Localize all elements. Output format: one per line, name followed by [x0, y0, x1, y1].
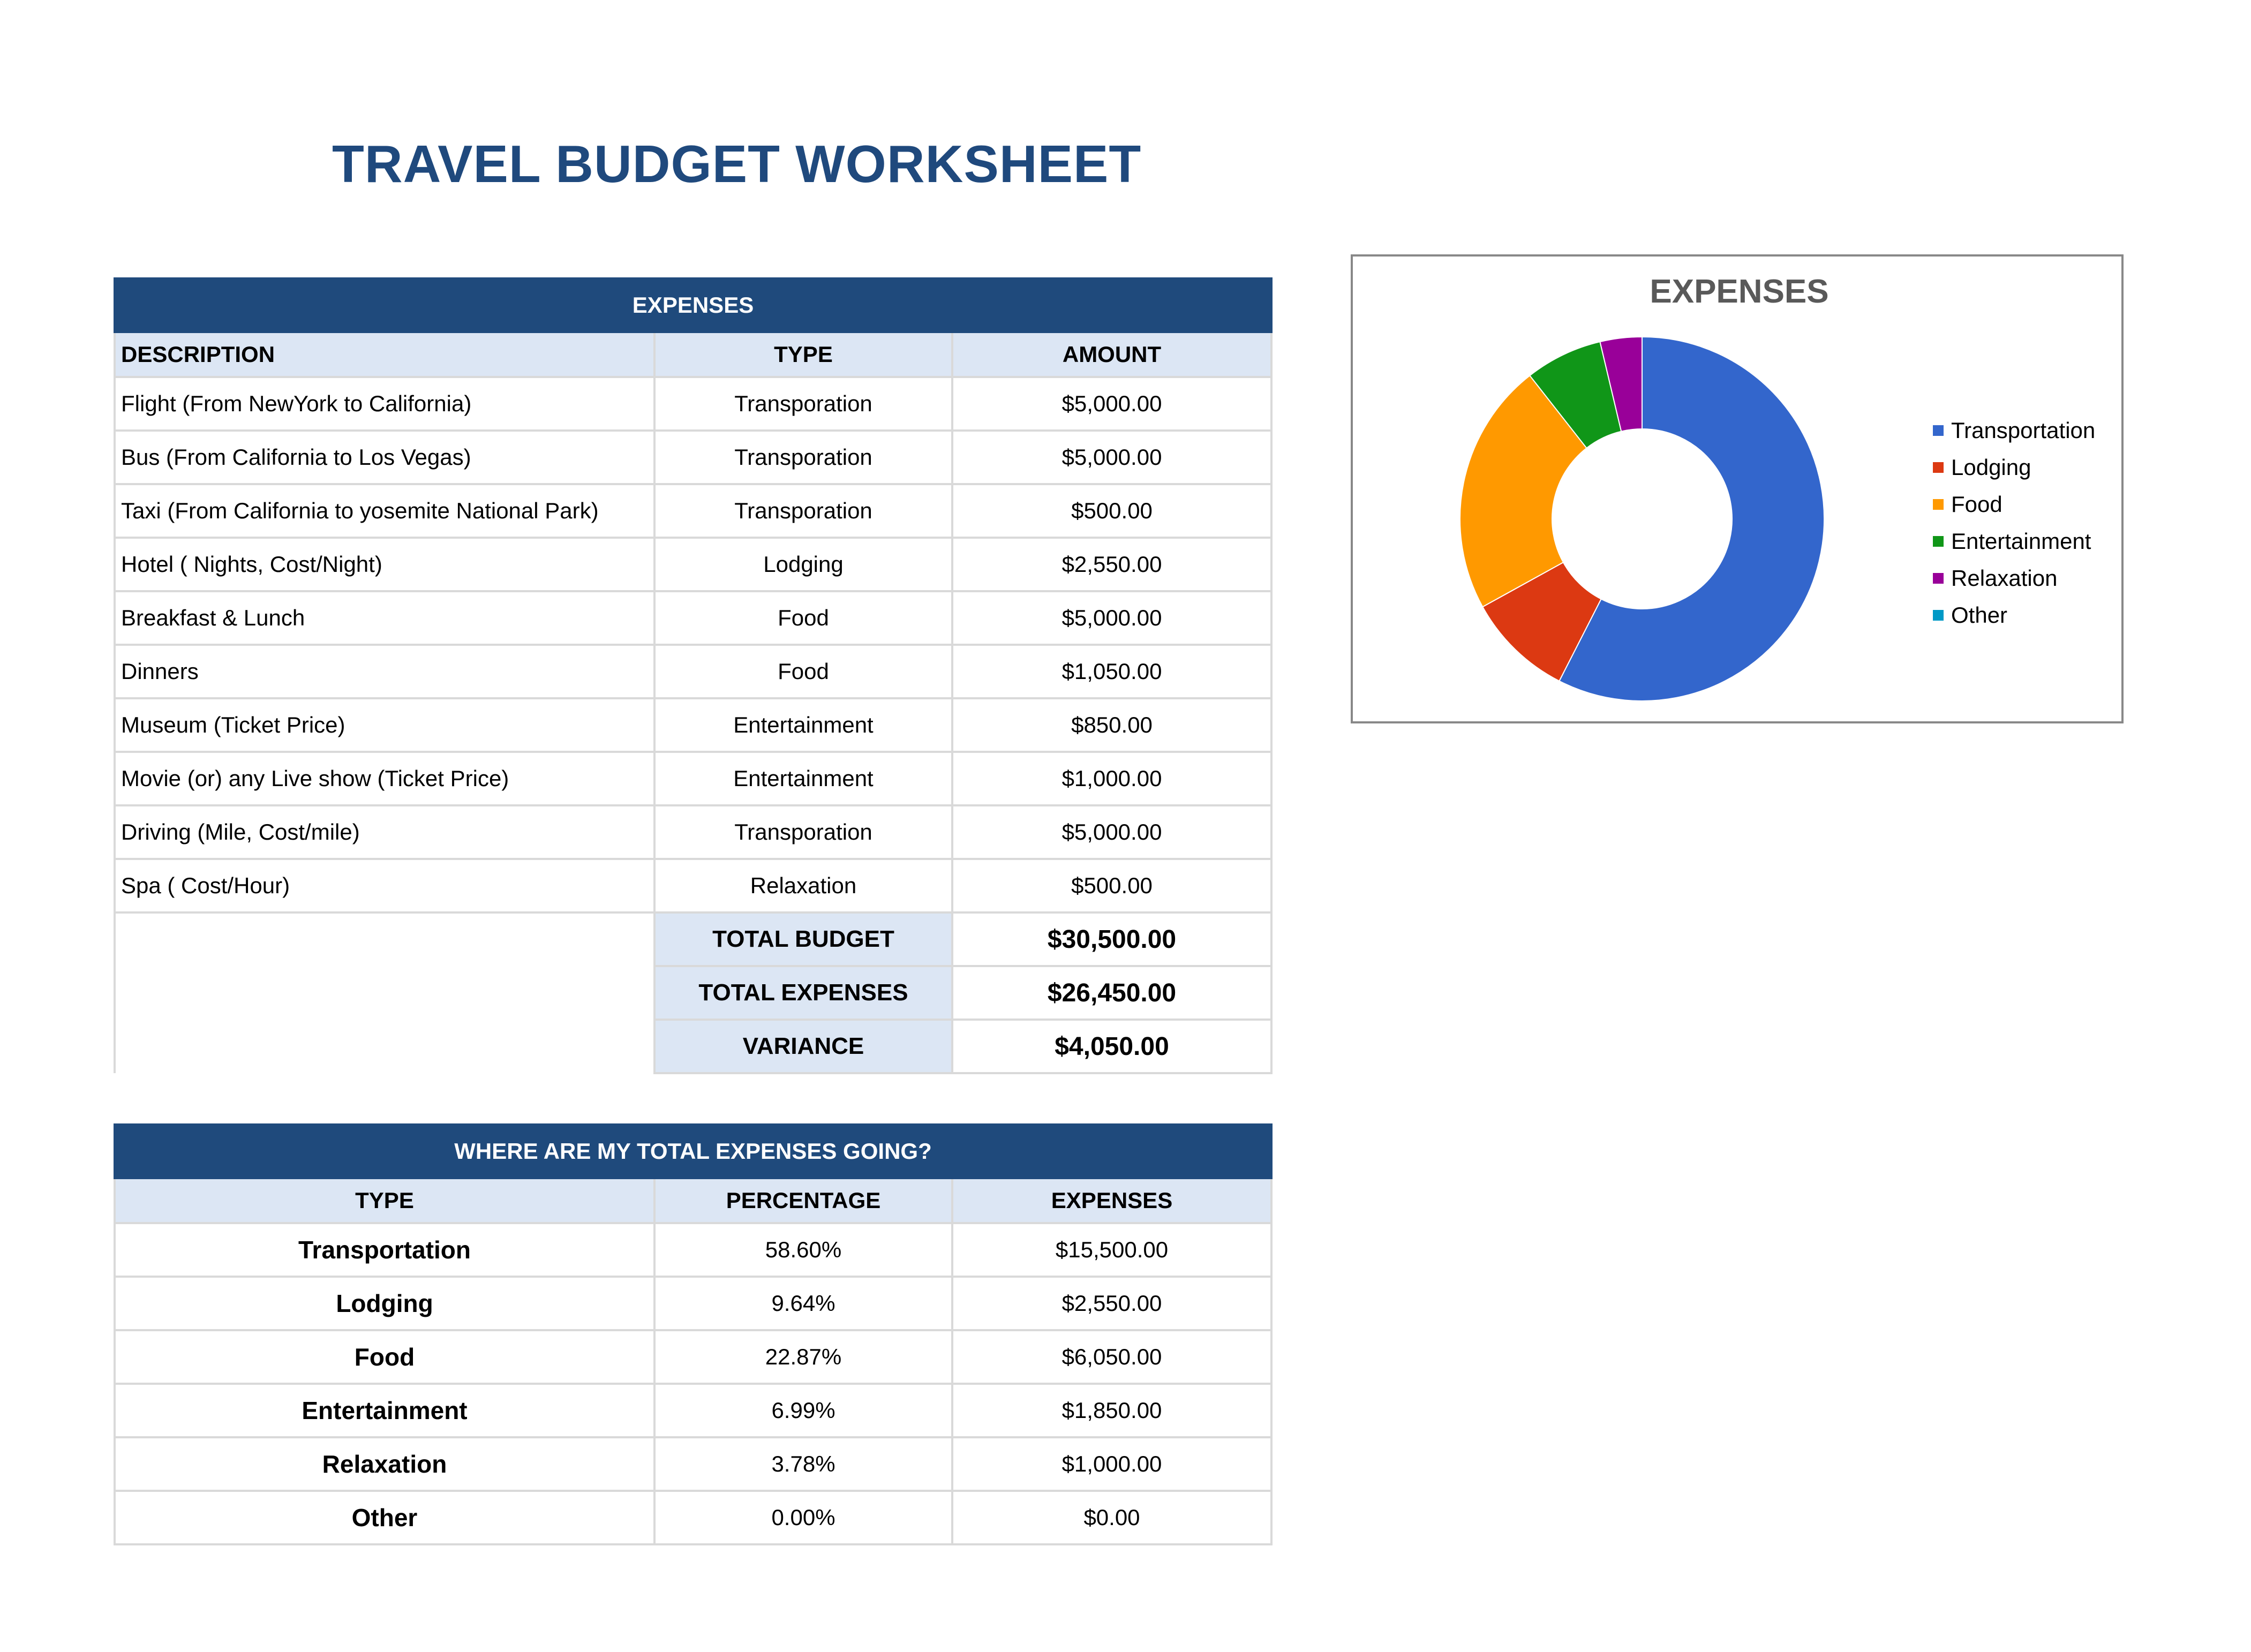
- cell-percentage: 9.64%: [654, 1277, 952, 1330]
- legend-swatch: [1933, 462, 1944, 473]
- breakdown-table: [114, 1123, 1273, 1545]
- summary-value: $26,450.00: [952, 966, 1271, 1020]
- cell-type: Entertainment: [115, 1384, 654, 1437]
- table-row: [115, 591, 1271, 645]
- cell-type: Relaxation: [115, 1437, 654, 1491]
- cell-description: Bus (From California to Los Vegas): [115, 431, 654, 484]
- column-header-expenses: EXPENSES: [952, 1178, 1271, 1223]
- chart-title: EXPENSES: [1650, 273, 1829, 310]
- table-row: [115, 484, 1271, 538]
- table-row: [115, 431, 1271, 484]
- cell-percentage: 0.00%: [654, 1491, 952, 1544]
- cell-description: Dinners: [115, 645, 654, 698]
- cell-type: Entertainment: [654, 698, 952, 752]
- cell-type: Transportation: [115, 1223, 654, 1277]
- cell-amount: $500.00: [952, 484, 1271, 538]
- cell-amount: $2,550.00: [952, 538, 1271, 591]
- column-header-percentage: PERCENTAGE: [654, 1178, 952, 1223]
- legend-swatch: [1933, 610, 1944, 621]
- cell-percentage: 3.78%: [654, 1437, 952, 1491]
- legend-label: Other: [1951, 602, 2008, 628]
- cell-description: Taxi (From California to yosemite National Park): [115, 484, 654, 538]
- breakdown-banner: WHERE ARE MY TOTAL EXPENSES GOING?: [115, 1125, 1271, 1178]
- legend-item-transportation: [1933, 412, 2095, 449]
- legend-item-relaxation: [1933, 560, 2095, 597]
- cell-amount: $500.00: [952, 859, 1271, 912]
- cell-expenses: $1,000.00: [952, 1437, 1271, 1491]
- cell-amount: $5,000.00: [952, 805, 1271, 859]
- table-row: [115, 805, 1271, 859]
- summary-label: VARIANCE: [654, 1020, 952, 1073]
- expenses-chart: [1351, 254, 2124, 723]
- legend-item-entertainment: [1933, 523, 2095, 560]
- cell-amount: $5,000.00: [952, 591, 1271, 645]
- legend-label: Lodging: [1951, 454, 2031, 480]
- cell-description: Movie (or) any Live show (Ticket Price): [115, 752, 654, 805]
- summary-row: [115, 966, 1271, 1020]
- cell-description: Driving (Mile, Cost/mile): [115, 805, 654, 859]
- cell-type: Lodging: [115, 1277, 654, 1330]
- cell-type: Entertainment: [654, 752, 952, 805]
- cell-amount: $5,000.00: [952, 431, 1271, 484]
- table-row: [115, 1277, 1271, 1330]
- legend-item-lodging: [1933, 449, 2095, 486]
- cell-type: Relaxation: [654, 859, 952, 912]
- cell-amount: $1,050.00: [952, 645, 1271, 698]
- empty-cell: [115, 966, 654, 1020]
- cell-type: Other: [115, 1491, 654, 1544]
- summary-row: [115, 912, 1271, 966]
- cell-percentage: 58.60%: [654, 1223, 952, 1277]
- cell-type: Food: [654, 591, 952, 645]
- legend-item-food: [1933, 486, 2095, 523]
- cell-expenses: $15,500.00: [952, 1223, 1271, 1277]
- cell-amount: $5,000.00: [952, 377, 1271, 431]
- cell-type: Transporation: [654, 484, 952, 538]
- legend-label: Food: [1951, 491, 2002, 517]
- table-row: [115, 377, 1271, 431]
- legend-label: Transportation: [1951, 417, 2096, 443]
- cell-type: Transporation: [654, 377, 952, 431]
- summary-row: [115, 1020, 1271, 1073]
- table-row: [115, 1330, 1271, 1384]
- legend-swatch: [1933, 499, 1944, 510]
- table-row: [115, 698, 1271, 752]
- cell-description: Museum (Ticket Price): [115, 698, 654, 752]
- table-row: [115, 1437, 1271, 1491]
- page-title: TRAVEL BUDGET WORKSHEET: [332, 134, 1142, 193]
- cell-type: Food: [654, 645, 952, 698]
- legend-swatch: [1933, 425, 1944, 436]
- table-row: [115, 1491, 1271, 1544]
- chart-legend: [1933, 412, 2095, 633]
- cell-expenses: $1,850.00: [952, 1384, 1271, 1437]
- table-row: [115, 1223, 1271, 1277]
- column-header-description: DESCRIPTION: [115, 332, 654, 377]
- cell-amount: $850.00: [952, 698, 1271, 752]
- column-header-type: TYPE: [654, 332, 952, 377]
- cell-type: Transporation: [654, 805, 952, 859]
- table-row: [115, 859, 1271, 912]
- legend-item-other: [1933, 597, 2095, 633]
- expenses-table: [114, 277, 1273, 1074]
- cell-type: Transporation: [654, 431, 952, 484]
- cell-amount: $1,000.00: [952, 752, 1271, 805]
- legend-label: Entertainment: [1951, 528, 2091, 554]
- cell-expenses: $2,550.00: [952, 1277, 1271, 1330]
- expenses-banner: EXPENSES: [115, 278, 1271, 332]
- cell-description: Flight (From NewYork to California): [115, 377, 654, 431]
- table-row: [115, 752, 1271, 805]
- column-header-amount: AMOUNT: [952, 332, 1271, 377]
- cell-percentage: 6.99%: [654, 1384, 952, 1437]
- table-row: [115, 1384, 1271, 1437]
- summary-label: TOTAL EXPENSES: [654, 966, 952, 1020]
- table-row: [115, 538, 1271, 591]
- summary-label: TOTAL BUDGET: [654, 912, 952, 966]
- legend-swatch: [1933, 573, 1944, 584]
- cell-description: Hotel ( Nights, Cost/Night): [115, 538, 654, 591]
- cell-type: Food: [115, 1330, 654, 1384]
- cell-description: Breakfast & Lunch: [115, 591, 654, 645]
- cell-type: Lodging: [654, 538, 952, 591]
- empty-cell: [115, 1020, 654, 1073]
- summary-value: $30,500.00: [952, 912, 1271, 966]
- legend-swatch: [1933, 536, 1944, 547]
- summary-value: $4,050.00: [952, 1020, 1271, 1073]
- legend-label: Relaxation: [1951, 565, 2058, 591]
- table-row: [115, 645, 1271, 698]
- cell-expenses: $0.00: [952, 1491, 1271, 1544]
- cell-description: Spa ( Cost/Hour): [115, 859, 654, 912]
- empty-cell: [115, 912, 654, 966]
- column-header-type: TYPE: [115, 1178, 654, 1223]
- cell-percentage: 22.87%: [654, 1330, 952, 1384]
- cell-expenses: $6,050.00: [952, 1330, 1271, 1384]
